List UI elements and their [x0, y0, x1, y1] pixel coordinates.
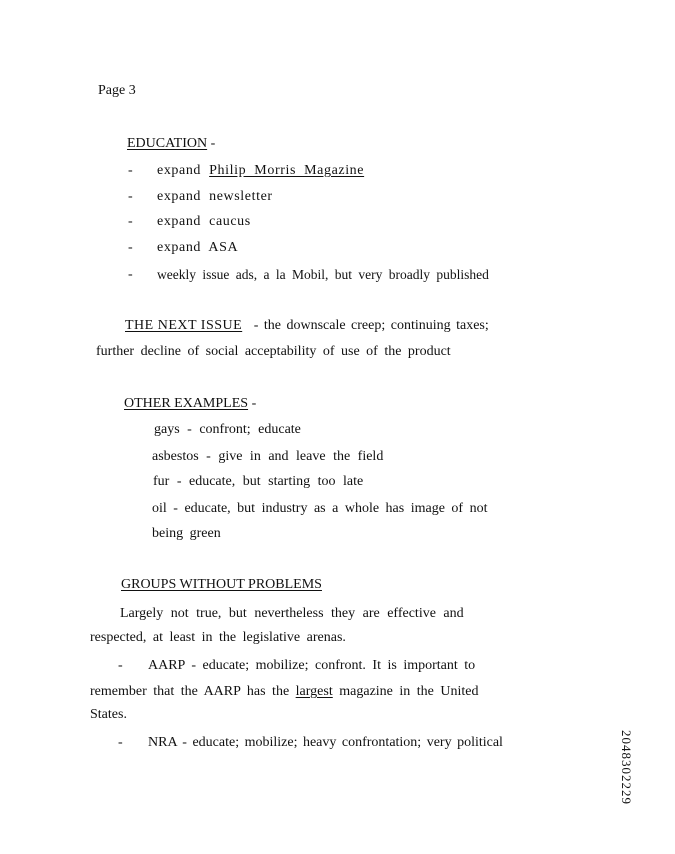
document-id: 2048302229	[619, 730, 634, 805]
education-heading-dash: -	[210, 136, 216, 151]
education-item-3: expand caucus	[157, 214, 251, 229]
education-item-1-prefix: expand	[157, 163, 210, 178]
education-item-1	[157, 164, 364, 178]
next-issue-heading: THE NEXT ISSUE	[125, 318, 243, 333]
groups-text-2: respected, at least in the legislative arenas.	[90, 630, 346, 645]
philip-morris-magazine: Philip Morris Magazine	[209, 163, 365, 178]
aarp-largest: largest	[295, 684, 333, 699]
next-issue-line-1	[125, 319, 489, 333]
next-issue-line-2: further decline of social acceptability of use of the product	[96, 344, 451, 359]
aarp-line-2-start: remember that the AARP has the	[90, 684, 296, 699]
example-asbestos: asbestos - give in and leave the field	[152, 449, 384, 464]
education-item-3-dash: -	[128, 214, 133, 229]
other-examples-heading-text: OTHER EXAMPLES	[124, 396, 249, 411]
education-item-4: expand ASA	[157, 240, 239, 255]
groups-heading: GROUPS WITHOUT PROBLEMS	[121, 577, 322, 592]
other-examples-heading-dash: -	[251, 396, 257, 411]
page-number: Page 3	[98, 83, 136, 98]
education-item-5-dash: -	[128, 267, 133, 282]
education-item-2: expand newsletter	[157, 189, 273, 204]
aarp-line-3: States.	[90, 707, 127, 722]
education-item-2-dash: -	[128, 189, 133, 204]
education-item-4-dash: -	[128, 240, 133, 255]
education-heading-text: EDUCATION	[127, 136, 208, 151]
nra-line-1: NRA - educate; mobilize; heavy confrontation; very political	[148, 735, 503, 750]
education-heading	[127, 137, 215, 151]
example-oil-continued: being green	[152, 526, 221, 541]
aarp-line-2	[90, 685, 478, 699]
example-fur: fur - educate, but starting too late	[153, 474, 364, 489]
nra-dash: -	[118, 735, 123, 750]
example-oil: oil - educate, but industry as a whole has image of not	[152, 501, 488, 516]
groups-text-1: Largely not true, but nevertheless they are effective and	[120, 606, 464, 621]
aarp-dash: -	[118, 658, 123, 673]
example-gays: gays - confront; educate	[154, 422, 301, 437]
education-item-1-dash: -	[128, 163, 133, 178]
aarp-line-1: AARP - educate; mobilize; confront. It is important to	[148, 658, 476, 673]
other-examples-heading	[124, 397, 256, 411]
education-item-5: weekly issue ads, a la Mobil, but very broadly published	[157, 267, 489, 282]
next-issue-text-1: - the downscale creep; continuing taxes;	[253, 318, 489, 333]
aarp-line-2-end: magazine in the United	[332, 684, 479, 699]
